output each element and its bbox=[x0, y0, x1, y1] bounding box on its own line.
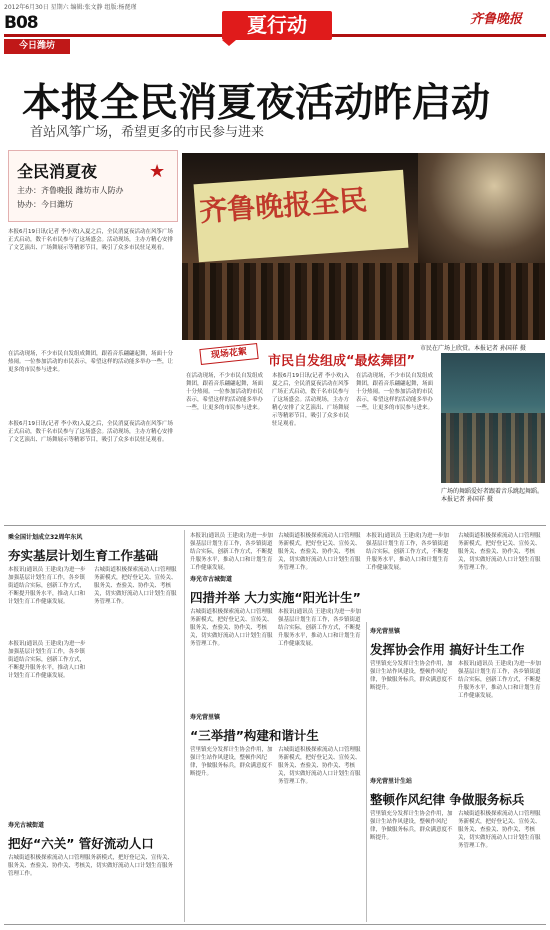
article-1-headline: 夯实基层计划生育工作基础 bbox=[8, 548, 159, 563]
article-4-headline: “三举措”构建和谐计生 bbox=[190, 728, 319, 743]
article-2-lead: 寿光古城街道 bbox=[8, 822, 45, 829]
article-5-lead: 寿光营里镇 bbox=[370, 628, 401, 635]
photo-dancers bbox=[441, 413, 545, 483]
lead-body-text-3: 本报6月19日讯(记者 李小欢)入夏之后，全民消夏夜活动在风筝广场正式启动，数千名市民参与了这场盛会。活动现场，主办方精心安排了文艺演出、广场舞展示等精彩节目，吸引了众多市民驻足观看。 bbox=[8, 421, 174, 443]
column-rule-2 bbox=[366, 622, 367, 922]
lead-body-text: 本报6月19日讯(记者 李小欢)入夏之后，全民消夏夜活动在风筝广场正式启动，数千名市民参与了这场盛会。活动现场，主办方精心安排了文艺演出、广场舞展示等精彩节目，吸引了众多市民驻足观看。 bbox=[8, 229, 174, 251]
footer-rule bbox=[4, 924, 546, 925]
article-3-text-a: 古城街道积极探索流动人口管理服务新模式，把好登记关、宣传关、服务关、查验关、协作关、考核关，切实做好流动人口计划生育服务管理工作。 bbox=[190, 609, 273, 647]
newspaper-logo: 齐鲁晚报 bbox=[470, 12, 523, 27]
article-2-headline: 把好“六关” 管好流动人口 bbox=[8, 836, 154, 851]
section-arrow-icon bbox=[222, 40, 236, 46]
article-1-text-b: 古城街道积极探索流动人口管理服务新模式，把好登记关、宣传关、服务关、查验关、协作关、考核关，切实做好流动人口计划生育服务管理工作。 bbox=[94, 567, 177, 605]
column-rule bbox=[184, 530, 185, 922]
article-3-headline: 四措并举 大力实施“阳光计生” bbox=[190, 590, 361, 605]
side-story-tag: 现场花絮 bbox=[199, 343, 258, 365]
lead-headline: 本报全民消夏夜活动昨启动 bbox=[22, 81, 491, 126]
star-icon: ★ bbox=[149, 161, 166, 182]
side-photo bbox=[441, 353, 545, 483]
article-1-text-c: 本报讯(通讯员 王建成)为进一步加强基层计划生育工作，各乡镇街道结合实际，创新工作方式，不断提升服务水平，推动人口和计划生育工作健康发展。 bbox=[8, 641, 86, 679]
article-6-text-a: 营里镇充分发挥计生协会作用，加强计生站作风建设，整顿作风纪律，争做服务标兵，群众满意度不断提升。 bbox=[370, 811, 453, 841]
article-1-text-a: 本报讯(通讯员 王建成)为进一步加强基层计划生育工作，各乡镇街道结合实际，创新工作方式，不断提升服务水平，推动人口和计划生育工作健康发展。 bbox=[8, 567, 86, 605]
date-line: 2012年6月30日 星期六 编辑:张文静 组版:杨琵瑾 bbox=[4, 4, 137, 11]
article-5-text-b: 本报讯(通讯员 王建成)为进一步加强基层计划生育工作，各乡镇街道结合实际，创新工作方式，不断提升服务水平，推动人口和计划生育工作健康发展。 bbox=[458, 661, 542, 699]
article-1-text-e: 古城街道积极探索流动人口管理服务新模式，把好登记关、宣传关、服务关、查验关、协作关、考核关，切实做好流动人口计划生育服务管理工作。 bbox=[278, 533, 361, 571]
lead-photo-caption: 市民在广场上欣赏。本报记者 孙国祥 摄 bbox=[420, 345, 526, 352]
article-6-lead: 寿光营里计生站 bbox=[370, 778, 413, 785]
event-co-organizer: 协办：今日潍坊 bbox=[17, 200, 73, 209]
lead-body-text-2: 在活动现场，不少市民自发组成舞团，跟着音乐翩翩起舞，场面十分热闹。一位参加活动的市民表示，希望这样的活动能多举办一些，让更多的市民参与进来。 bbox=[8, 351, 174, 373]
article-1-text-d: 本报讯(通讯员 王建成)为进一步加强基层计划生育工作，各乡镇街道结合实际，创新工作方式，不断提升服务水平，推动人口和计划生育工作健康发展。 bbox=[190, 533, 274, 570]
side-story-headline: 市民自发组成“最炫舞团” bbox=[268, 354, 416, 369]
event-info-box bbox=[8, 150, 178, 222]
article-4-lead: 寿光营里镇 bbox=[190, 714, 221, 721]
side-photo-caption: 广场的舞蹈爱好者跟着音乐跳起舞蹈。本报记者 孙国祥 摄 bbox=[441, 488, 544, 503]
photo-crowd bbox=[182, 263, 545, 340]
banner-text: 齐鲁晚报全民 bbox=[198, 183, 369, 229]
lead-subhead: 首站风筝广场，希望更多的市民参与进来 bbox=[30, 125, 265, 140]
stage-light bbox=[418, 153, 545, 263]
article-2-text: 古城街道积极探索流动人口管理服务新模式，把好登记关、宣传关、服务关、查验关、协作关、考核关，切实做好流动人口计划生育服务管理工作。 bbox=[8, 855, 174, 877]
article-1-lead: 乘全国计划成立32周年东风 bbox=[8, 534, 83, 541]
side-body-text-1: 在活动现场，不少市民自发组成舞团，跟着音乐翩翩起舞，场面十分热闹。一位参加活动的市民表示，希望这样的活动能多举办一些，让更多的市民参与进来。 bbox=[186, 373, 264, 411]
article-6-headline: 整顿作风纪律 争做服务标兵 bbox=[370, 792, 525, 807]
side-body-text-3: 在活动现场，不少市民自发组成舞团，跟着音乐翩翩起舞，场面十分热闹。一位参加活动的市民表示，希望这样的活动能多举办一些，让更多的市民参与进来。 bbox=[356, 373, 434, 411]
event-title: 全民消夏夜 bbox=[17, 162, 98, 181]
article-5-text-a: 营里镇充分发挥计生协会作用，加强计生站作风建设，整顿作风纪律，争做服务标兵，群众满意度不断提升。 bbox=[370, 661, 453, 691]
section-title: 夏行动 bbox=[222, 11, 332, 40]
article-3-text-d: 古城街道积极探索流动人口管理服务新模式，把好登记关、宣传关、服务关、查验关、协作关、考核关，切实做好流动人口计划生育服务管理工作。 bbox=[458, 533, 541, 571]
article-4-text-a: 营里镇充分发挥计生协会作用，加强计生站作风建设，整顿作风纪律，争做服务标兵，群众满意度不断提升。 bbox=[190, 747, 273, 777]
page-number: B08 bbox=[4, 13, 38, 33]
side-body-text-2: 本报6月19日讯(记者 李小欢)入夏之后，全民消夏夜活动在风筝广场正式启动，数千名市民参与了这场盛会。活动现场，主办方精心安排了文艺演出、广场舞展示等精彩节目，吸引了众多市民驻足观看。 bbox=[272, 373, 350, 427]
photo-banner bbox=[194, 170, 409, 262]
page-tag: 今日潍坊 bbox=[4, 39, 70, 54]
lead-photo bbox=[182, 153, 545, 340]
section-divider bbox=[4, 525, 546, 526]
event-organizer: 主办：齐鲁晚报 潍坊市人防办 bbox=[17, 186, 124, 195]
article-4-text-b: 古城街道积极探索流动人口管理服务新模式，把好登记关、宣传关、服务关、查验关、协作关、考核关，切实做好流动人口计划生育服务管理工作。 bbox=[278, 747, 361, 785]
article-5-headline: 发挥协会作用 搞好计生工作 bbox=[370, 642, 525, 657]
article-3-lead: 寿光市古城街道 bbox=[190, 576, 233, 583]
article-3-text-c: 本报讯(通讯员 王建成)为进一步加强基层计划生育工作，各乡镇街道结合实际，创新工作方式，不断提升服务水平，推动人口和计划生育工作健康发展。 bbox=[366, 533, 450, 571]
article-3-text-b: 本报讯(通讯员 王建成)为进一步加强基层计划生育工作，各乡镇街道结合实际，创新工作方式，不断提升服务水平，推动人口和计划生育工作健康发展。 bbox=[278, 609, 362, 647]
article-6-text-b: 古城街道积极探索流动人口管理服务新模式，把好登记关、宣传关、服务关、查验关、协作关、考核关，切实做好流动人口计划生育服务管理工作。 bbox=[458, 811, 541, 849]
